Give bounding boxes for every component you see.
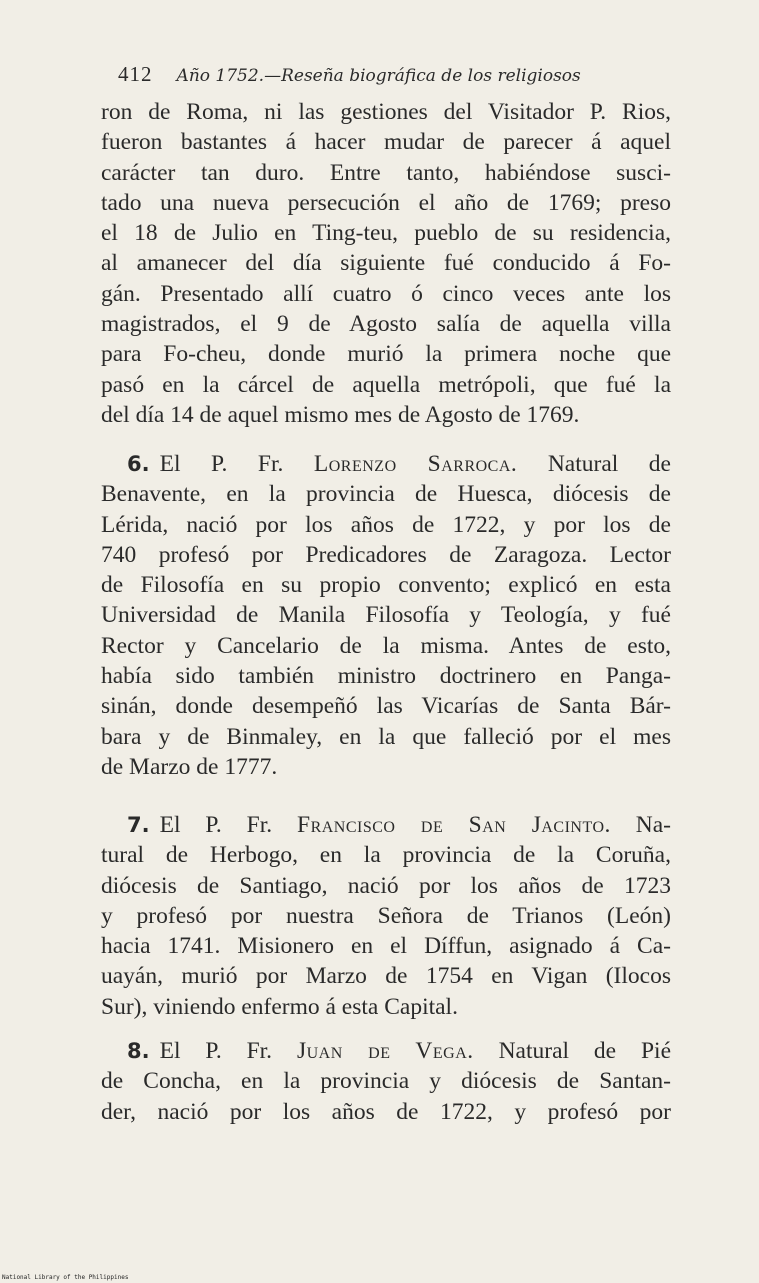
text-line: magistrados, el 9 de Agosto salía de aquella villa <box>101 311 671 338</box>
entry-first-rest: Natural de Pié <box>498 1038 672 1064</box>
text-line: fueron bastantes á hacer mudar de parecer á aquel <box>101 129 671 156</box>
entry-8 <box>101 1036 671 1127</box>
text-line: tado una nueva persecución el año de 1769; preso <box>101 189 671 216</box>
entry-prefix: El P. Fr. <box>159 812 273 838</box>
scan-credit: National Library of the Philippines <box>2 1274 129 1281</box>
text-line: y profesó por nuestra Señora de Trianos (León) <box>101 902 671 929</box>
entry-name: Francisco de San Jacinto. <box>297 812 611 838</box>
entry-number: 8. <box>127 1039 150 1063</box>
text-line: ron de Roma, ni las gestiones del Visitador P. Rios, <box>101 99 671 125</box>
text-line: de Filosofía en su propio convento; explicó en esta <box>101 572 671 599</box>
text-line: Universidad de Manila Filosofía y Teología, y fué <box>101 602 671 629</box>
entry-6 <box>101 449 671 782</box>
page-number: 412 <box>118 62 153 86</box>
text-line: para Fo-cheu, donde murió la primera noche que <box>101 341 671 368</box>
text-line: Benavente, en la provincia de Huesca, diócesis de <box>101 481 671 508</box>
text-line: Rector y Cancelario de la misma. Antes de esto, <box>101 632 671 659</box>
text-line: de Marzo de 1777. <box>101 753 278 780</box>
text-line: gán. Presentado allí cuatro ó cinco veces ante los <box>101 280 671 307</box>
text-line: pasó en la cárcel de aquella metrópoli, que fué la <box>101 371 671 398</box>
text-line: carácter tan duro. Entre tanto, habiéndose susci- <box>101 159 671 186</box>
text-line: al amanecer del día siguiente fué conducido á Fo- <box>101 250 671 277</box>
text-line: Sur), viniendo enfermo á esta Capital. <box>101 993 458 1020</box>
text-line: sinán, donde desempeñó las Vicarías de Santa Bár- <box>101 693 671 720</box>
text-line: había sido también ministro doctrinero en Panga- <box>101 663 671 690</box>
text-line: 740 profesó por Predicadores de Zaragoza. Lector <box>101 541 671 568</box>
running-title: Año 1752.—Reseña biográfica de los religiosos <box>176 66 581 86</box>
text-line: bara y de Binmaley, en la que falleció por el mes <box>101 723 671 750</box>
text-line: uayán, murió por Marzo de 1754 en Vigan (Ilocos <box>101 963 671 990</box>
entry-first-line <box>101 1036 671 1066</box>
entry-prefix: El P. Fr. <box>159 451 284 477</box>
entry-number: 7. <box>127 813 150 837</box>
text-line: der, nació por los años de 1722, y profesó por <box>101 1098 671 1125</box>
entry-first-rest: Natural de <box>547 451 671 477</box>
entry-first-rest: Na- <box>635 812 672 838</box>
entry-number: 6. <box>127 452 150 476</box>
text-line: tural de Herbogo, en la provincia de la Coruña, <box>101 842 671 869</box>
text-line: el 18 de Julio en Ting-teu, pueblo de su residencia, <box>101 220 671 247</box>
text-line: Lérida, nació por los años de 1722, y por los de <box>101 511 671 538</box>
text-line: hacia 1741. Misionero en el Díffun, asignado á Ca- <box>101 933 671 960</box>
text-line: diócesis de Santiago, nació por los años de 1723 <box>101 872 671 899</box>
text-line: del día 14 de aquel mismo mes de Agosto de 1769. <box>101 401 580 428</box>
entry-first-line <box>101 449 671 479</box>
entry-name: Lorenzo Sarroca. <box>313 451 518 477</box>
entry-prefix: El P. Fr. <box>159 1038 273 1064</box>
entry-7 <box>101 810 671 1022</box>
paragraph-continuation <box>101 97 671 430</box>
text-line: de Concha, en la provincia y diócesis de Santan- <box>101 1068 671 1095</box>
running-header <box>118 62 678 87</box>
entry-first-line <box>101 810 671 840</box>
entry-name: Juan de Vega. <box>296 1038 474 1064</box>
